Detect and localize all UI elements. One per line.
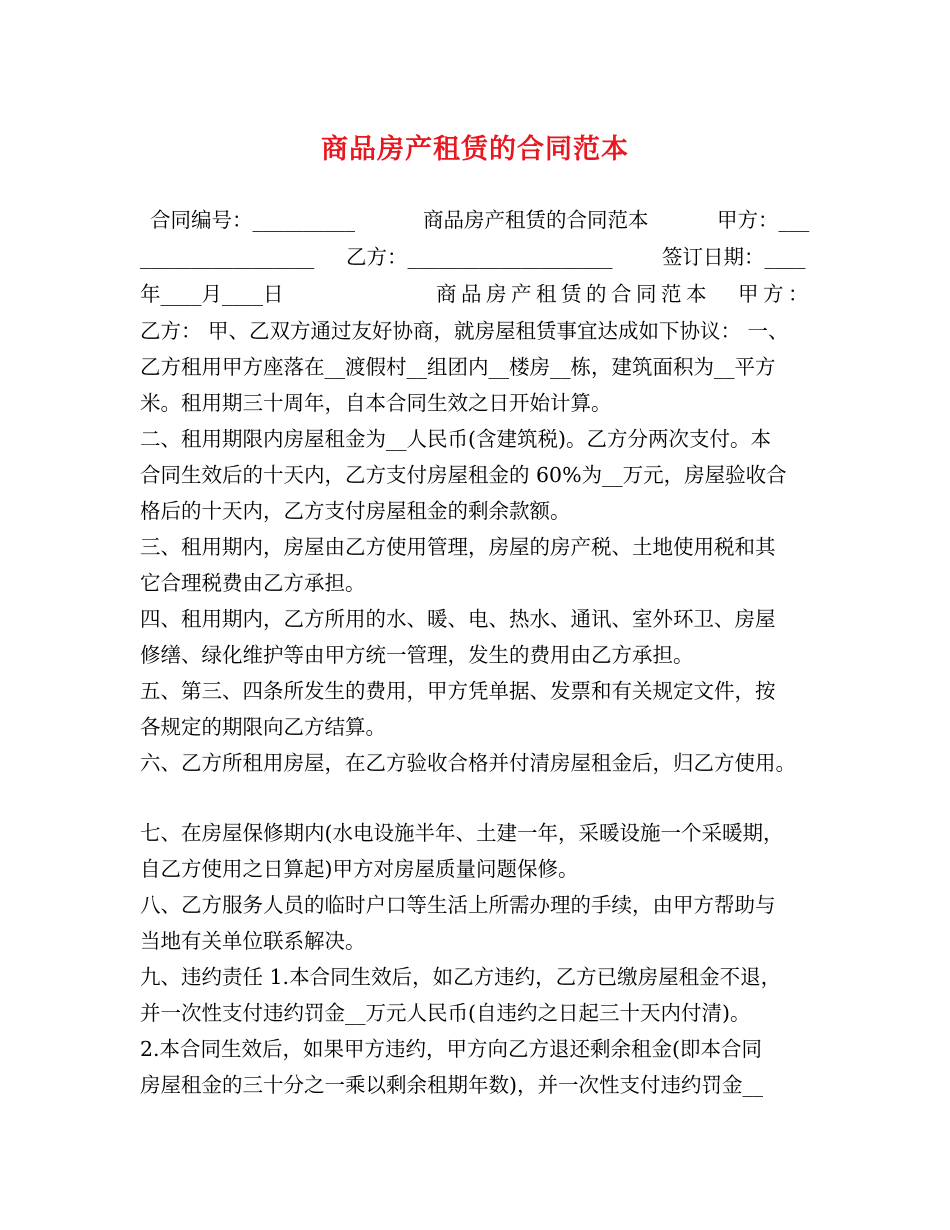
body-line: 当地有关单位联系解决。	[140, 929, 366, 953]
body-line: 它合理税费由乙方承担。	[140, 571, 366, 595]
body-line: 修缮、绿化维护等由甲方统一管理，发生的费用由乙方承担。	[140, 643, 694, 667]
header-title-text: 商品房产租赁的合同范本	[423, 208, 649, 232]
contract-number-field: 合同编号：__________	[150, 208, 355, 232]
body-line: 七、在房屋保修期内(水电设施半年、土建一年，采暖设施一个采暖期，	[140, 821, 784, 845]
header-title-text: 商品房产租赁的合同范本	[436, 282, 711, 306]
body-line: 合同生效后的十天内，乙方支付房屋租金的 60%为__万元，房屋验收合	[140, 463, 787, 487]
body-line: 乙方租用甲方座落在__渡假村__组团内__楼房__栋，建筑面积为__平方	[140, 355, 776, 379]
body-line: 各规定的期限向乙方结算。	[140, 715, 386, 739]
body-line: 米。租用期三十周年，自本合同生效之日开始计算。	[140, 391, 612, 415]
party-b-field: 乙方：____________________	[346, 245, 613, 269]
document-title: 商品房产租赁的合同范本	[321, 134, 629, 165]
body-line: 六、乙方所租用房屋，在乙方验收合格并付清房屋租金后，归乙方使用。	[140, 751, 796, 775]
body-line: 二、租用期限内房屋租金为__人民币(含建筑税)。乙方分两次支付。本	[140, 427, 771, 451]
body-line: 并一次性支付违约罚金__万元人民币(自违约之日起三十天内付清)。	[140, 1001, 751, 1025]
party-a-field: 甲方：___	[717, 208, 810, 232]
body-line: 房屋租金的三十分之一乘以剩余租期年数)，并一次性支付违约罚金__	[140, 1073, 763, 1097]
party-a-blank: _________________	[140, 245, 315, 269]
body-line: 九、违约责任 1.本合同生效后，如乙方违约，乙方已缴房屋租金不退，	[140, 965, 782, 989]
header-line	[140, 239, 820, 275]
header-line	[140, 202, 820, 238]
date-field: 年____月____日	[140, 282, 284, 306]
sign-date-field: 签订日期：____	[662, 245, 806, 269]
body-line: 格后的十天内，乙方支付房屋租金的剩余款额。	[140, 499, 571, 523]
header-line	[140, 276, 820, 312]
body-line: 四、租用期内，乙方所用的水、暖、电、热水、通讯、室外环卫、房屋	[140, 607, 776, 631]
party-a-label: 甲方：	[738, 282, 813, 306]
body-line: 自乙方使用之日算起)甲方对房屋质量问题保修。	[140, 857, 579, 881]
body-line: 乙方： 甲、乙双方通过友好协商，就房屋租赁事宜达成如下协议： 一、	[140, 319, 789, 343]
body-line: 三、租用期内，房屋由乙方使用管理，房屋的房产税、土地使用税和其	[140, 535, 776, 559]
body-line: 2.本合同生效后，如果甲方违约，甲方向乙方退还剩余租金(即本合同	[140, 1037, 763, 1061]
body-line: 五、第三、四条所发生的费用，甲方凭单据、发票和有关规定文件，按	[140, 679, 776, 703]
body-line: 八、乙方服务人员的临时户口等生活上所需办理的手续，由甲方帮助与	[140, 893, 776, 917]
